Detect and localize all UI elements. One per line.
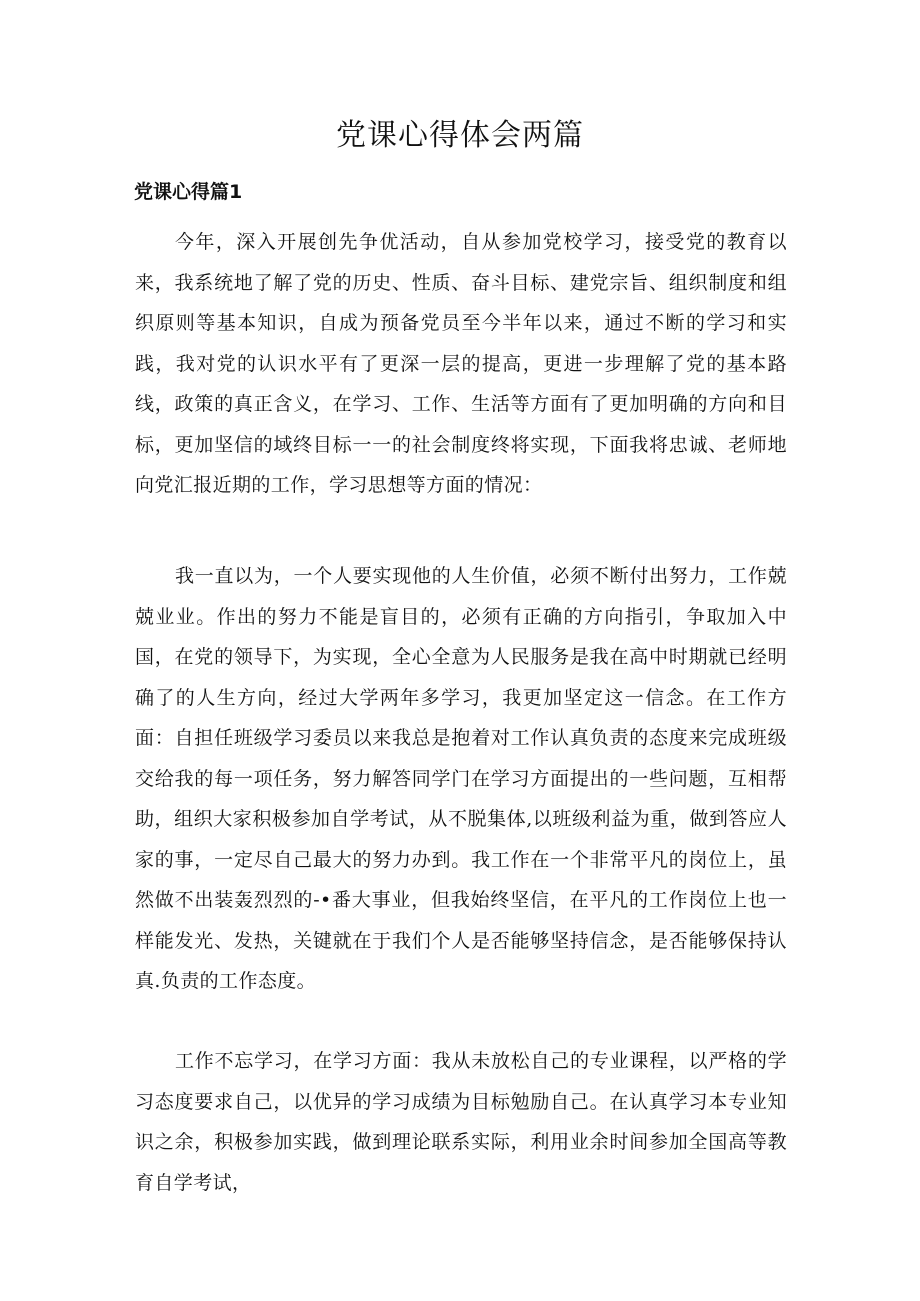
body-paragraph: 我一直以为，一个人要实现他的人生价值，必须不断付出努力，工作兢兢业业。作出的努力不能是盲目的，必须有正确的方向指引，争取加入中国，在党的领导下，为实现，全心全意为人民服务是我在高中时期就已经明确了的人生方向，经过大学两年多学习，我更加坚定这一信念。在工作方面：自担任班级学习委员以来我总是抱着对工作认真负责的态度来完成班级交给我的每一项任务，努力解答同学门在学习方面提出的一些问题，互相帮助，组织大家积极参加自学考试，从不脱集体,以班级利益为重，做到答应人家的事，一定尽自己最大的努力办到。我工作在一个非常平凡的岗位上，虽然做不出装轰烈烈的-•番大事业，但我始终坚信，在平凡的工作岗位上也一样能发光、发热，关键就在于我们个人是否能够坚持信念，是否能够保持认真.负责的工作态度。 [135, 565, 787, 992]
document-title: 党课心得体会两篇 [336, 118, 584, 153]
body-paragraph: 今年，深入开展创先争优活动，自从参加党校学习，接受党的教育以来，我系统地了解了党的历史、性质、奋斗目标、建党宗旨、组织制度和组织原则等基本知识，自成为预备党员至今半年以来，通过不断的学习和实践，我对党的认识水平有了更深一层的提高，更进一步理解了党的基本路线，政策的真正含义，在学习、工作、生活等方面有了更加明确的方向和目标，更加坚信的域终目标一一的社会制度终将实现，下面我将忠诚、老师地向党汇报近期的工作，学习思想等方面的情况： [135, 231, 787, 496]
body-paragraph: 工作不忘学习，在学习方面：我从未放松自己的专业课程，以严格的学习态度要求自己，以优异的学习成绩为目标勉励自己。在认真学习本专业知识之余，积极参加实践，做到理论联系实际，利用业余时间参加全国高等教育自学考试， [135, 1050, 787, 1194]
section-heading: 党课心得篇1 [134, 181, 243, 203]
